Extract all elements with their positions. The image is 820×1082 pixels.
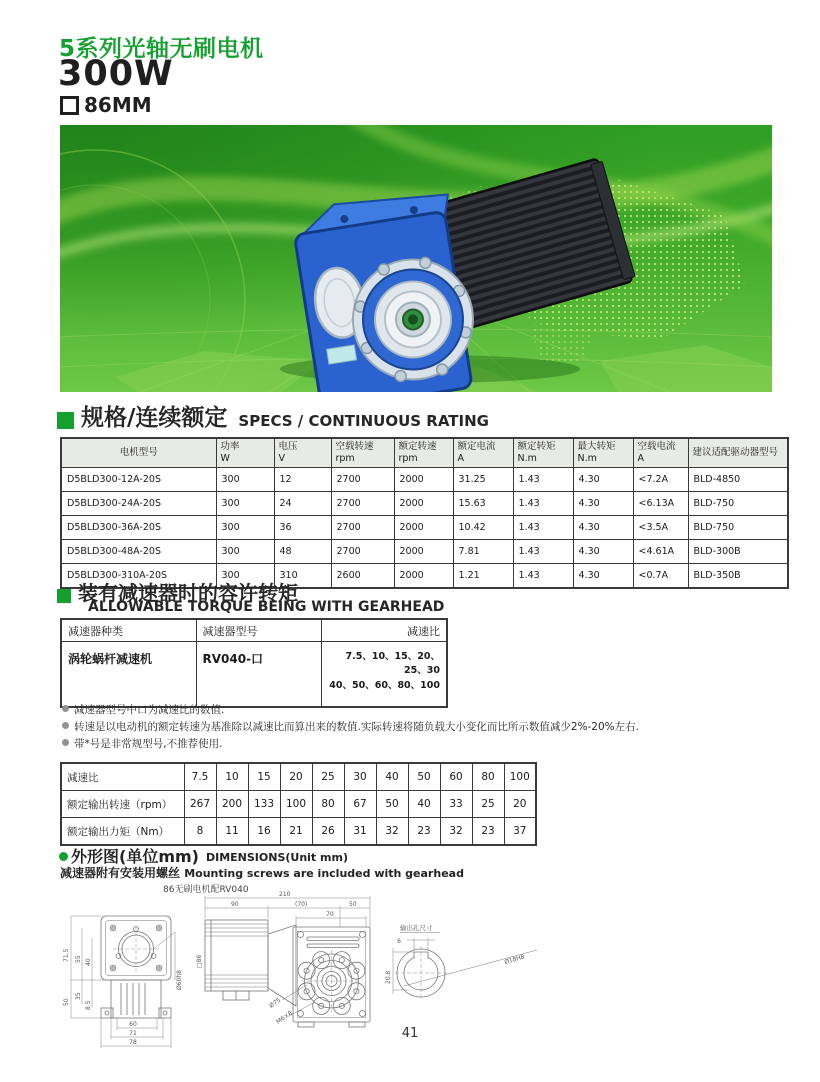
gearhead-header-cell: 减速比 <box>321 619 447 642</box>
ratio-table <box>60 762 537 846</box>
table-row <box>61 492 788 516</box>
spec-cell: 2000 <box>394 564 453 589</box>
green-bullet-icon <box>59 852 68 861</box>
spec-cell: 4.30 <box>573 540 633 564</box>
spec-cell: 4.30 <box>573 468 633 492</box>
section-gearhead-title-cn: 装有减速器时的容许转矩 <box>78 581 298 605</box>
spec-cell: 300 <box>216 516 274 540</box>
dim-label: 78 <box>129 1039 137 1046</box>
speed-cell: 50 <box>376 791 408 818</box>
footnote: 带*号是非常规型号,不推荐使用. <box>62 736 639 753</box>
dimensions-title-cn: 外形图(单位mm) <box>71 847 199 866</box>
footnote: 减速器型号中口为减速比的数值. <box>62 702 639 719</box>
spec-cell: <4.61A <box>633 540 688 564</box>
ratio-row-label: 减速比 <box>61 763 184 791</box>
section-specs-title-en: SPECS / CONTINUOUS RATING <box>238 412 489 430</box>
frame-size <box>60 93 152 117</box>
spec-cell: 1.43 <box>513 516 573 540</box>
torque-cell: 11 <box>216 818 248 846</box>
torque-cell: 23 <box>408 818 440 846</box>
spec-cell: 2600 <box>331 564 394 589</box>
spec-cell: D5BLD300-24A-20S <box>61 492 216 516</box>
footnote: 转速是以电动机的额定转速为基准除以减速比而算出来的数值.实际转速将随负载大小变化而比所示数值减少2%-20%左右. <box>62 719 639 736</box>
torque-cell: 26 <box>312 818 344 846</box>
speed-cell: 25 <box>472 791 504 818</box>
spec-cell: 300 <box>216 564 274 589</box>
ratio-cell: 60 <box>440 763 472 791</box>
spec-cell: D5BLD300-310A-20S <box>61 564 216 589</box>
spec-cell: BLD-350B <box>688 564 788 589</box>
dim-label: Ø60h8 <box>176 970 183 990</box>
ratios-line: 40、50、60、80、100 <box>329 679 440 691</box>
green-square-icon <box>57 412 74 429</box>
footnotes <box>62 702 639 753</box>
ratio-cell: 50 <box>408 763 440 791</box>
spec-cell: 2700 <box>331 516 394 540</box>
speed-cell: 100 <box>280 791 312 818</box>
spec-header-cell: 额定转速 rpm <box>394 438 453 468</box>
ratio-row-label: 额定输出转速（rpm） <box>61 791 184 818</box>
bullet-icon <box>62 705 69 712</box>
bullet-icon <box>62 722 69 729</box>
spec-cell: 300 <box>216 468 274 492</box>
dim-label: 70 <box>326 911 334 918</box>
bullet-icon <box>62 739 69 746</box>
gearhead-header-cell: 减速器种类 <box>61 619 196 642</box>
spec-cell: 24 <box>274 492 331 516</box>
spec-cell: 300 <box>216 540 274 564</box>
spec-cell: <7.2A <box>633 468 688 492</box>
dimension-drawing <box>55 878 575 1073</box>
spec-cell: 1.43 <box>513 540 573 564</box>
spec-cell: 15.63 <box>453 492 513 516</box>
dim-label: 90 <box>231 901 239 908</box>
spec-cell: BLD-4850 <box>688 468 788 492</box>
speed-cell: 67 <box>344 791 376 818</box>
spec-cell: D5BLD300-12A-20S <box>61 468 216 492</box>
spec-cell: 1.43 <box>513 492 573 516</box>
dim-label: M6×8 <box>275 1009 294 1026</box>
dim-label: Ø18H8 <box>503 953 526 966</box>
gearhead-header-row <box>61 619 447 642</box>
spec-cell: BLD-750 <box>688 492 788 516</box>
dim-label: 210 <box>279 891 291 898</box>
ratio-cell: 80 <box>472 763 504 791</box>
dim-label: 50 <box>63 998 70 1006</box>
ratio-cell: 7.5 <box>184 763 216 791</box>
table-row <box>61 540 788 564</box>
ratio-cell: 15 <box>248 763 280 791</box>
spec-cell: 2000 <box>394 468 453 492</box>
ratio-cell: 25 <box>312 763 344 791</box>
spec-header-row <box>61 438 788 468</box>
ratio-cell: 10 <box>216 763 248 791</box>
spec-cell: 2700 <box>331 540 394 564</box>
spec-header-cell: 建议适配驱动器型号 <box>688 438 788 468</box>
spec-cell: D5BLD300-48A-20S <box>61 540 216 564</box>
ratio-cell: 40 <box>376 763 408 791</box>
spec-header-cell: 功率 W <box>216 438 274 468</box>
speed-cell: 40 <box>408 791 440 818</box>
spec-cell: 1.43 <box>513 468 573 492</box>
spec-cell: 2000 <box>394 540 453 564</box>
speed-cell: 20 <box>504 791 536 818</box>
spec-cell: 4.30 <box>573 492 633 516</box>
spec-table <box>60 437 789 589</box>
ratio-cell: 30 <box>344 763 376 791</box>
spec-cell: 2000 <box>394 516 453 540</box>
spec-header-cell: 电压 V <box>274 438 331 468</box>
speed-cell: 267 <box>184 791 216 818</box>
square-frame-icon <box>60 96 79 115</box>
drawing-title: 86无刷电机配RV040 <box>163 885 249 895</box>
spec-header-cell: 最大转矩 N.m <box>573 438 633 468</box>
gearhead-ratios-cell <box>321 642 447 708</box>
spec-cell: 1.43 <box>513 564 573 589</box>
table-row <box>61 791 536 818</box>
dim-label: 55 <box>75 955 82 963</box>
spec-cell: 48 <box>274 540 331 564</box>
table-row <box>61 468 788 492</box>
table-row <box>61 516 788 540</box>
spec-cell: 2700 <box>331 468 394 492</box>
ratio-cell: 20 <box>280 763 312 791</box>
spec-cell: 300 <box>216 492 274 516</box>
dim-label: 71.5 <box>63 948 70 962</box>
spec-cell: BLD-750 <box>688 516 788 540</box>
section-gearhead-title-en: ALLOWABLE TORQUE BEING WITH GEARHEAD <box>88 599 445 615</box>
spec-header-cell: 空载转速 rpm <box>331 438 394 468</box>
torque-cell: 23 <box>472 818 504 846</box>
torque-cell: 8 <box>184 818 216 846</box>
dim-label: (70) <box>295 901 308 908</box>
torque-cell: 31 <box>344 818 376 846</box>
torque-cell: 37 <box>504 818 536 846</box>
mounting-note-en: Mounting screws are included with gearhead <box>184 867 464 880</box>
spec-cell: 10.42 <box>453 516 513 540</box>
spec-header-cell: 空载电流 A <box>633 438 688 468</box>
torque-cell: 32 <box>440 818 472 846</box>
dim-label: Ø75 <box>268 996 283 1010</box>
spec-cell: <3.5A <box>633 516 688 540</box>
spec-cell: 1.21 <box>453 564 513 589</box>
hero-image <box>60 125 772 392</box>
spec-header-cell: 额定电流 A <box>453 438 513 468</box>
section-specs-title-cn: 规格/连续额定 <box>81 405 228 431</box>
table-row <box>61 818 536 846</box>
section-specs-title <box>57 399 489 432</box>
spec-cell: 31.25 <box>453 468 513 492</box>
hero-illustration <box>60 125 772 392</box>
dim-label: 40 <box>85 958 92 966</box>
power-rating: 300W <box>58 54 174 94</box>
green-square-icon <box>57 589 71 603</box>
dimensions-title-en: DIMENSIONS(Unit mm) <box>205 850 348 864</box>
spec-cell: D5BLD300-36A-20S <box>61 516 216 540</box>
table-row <box>61 642 447 708</box>
view-bore <box>393 933 537 1001</box>
torque-cell: 32 <box>376 818 408 846</box>
spec-cell: 2000 <box>394 492 453 516</box>
spec-cell: 4.30 <box>573 516 633 540</box>
spec-cell: 36 <box>274 516 331 540</box>
page-number: 41 <box>401 1026 419 1041</box>
dim-label: 71 <box>129 1030 137 1037</box>
spec-cell: BLD-300B <box>688 540 788 564</box>
view-side <box>205 896 370 1027</box>
speed-cell: 80 <box>312 791 344 818</box>
ratios-line: 7.5、10、15、20、25、30 <box>345 651 440 677</box>
ratio-cell: 100 <box>504 763 536 791</box>
dim-label: □86 <box>196 954 203 968</box>
gearhead-table <box>60 618 448 708</box>
ratio-row-label: 额定输出力矩（Nm） <box>61 818 184 846</box>
dim-label: 20.8 <box>385 970 392 984</box>
torque-cell: 21 <box>280 818 312 846</box>
dim-label: 35 <box>75 992 82 1000</box>
speed-cell: 133 <box>248 791 280 818</box>
dim-label: 60 <box>129 1021 137 1028</box>
frame-size-label: 86MM <box>84 93 152 117</box>
spec-cell: <6.13A <box>633 492 688 516</box>
table-row <box>61 763 536 791</box>
spec-cell: 310 <box>274 564 331 589</box>
mounting-note-cn: 减速器附有安装用螺丝 <box>60 866 181 880</box>
spec-cell: 4.30 <box>573 564 633 589</box>
gearhead-header-cell: 减速器型号 <box>196 619 321 642</box>
speed-cell: 200 <box>216 791 248 818</box>
page-title: 5系列光轴无刷电机 <box>59 36 264 62</box>
dim-label: 8.5 <box>85 1000 92 1010</box>
spec-cell: 7.81 <box>453 540 513 564</box>
gearhead-type-cell: 涡轮蜗杆减速机 <box>61 642 196 708</box>
dim-label: 6 <box>397 938 401 945</box>
spec-header-cell: 额定转矩 N.m <box>513 438 573 468</box>
gearhead-model-cell: RV040-口 <box>196 642 321 708</box>
spec-cell: 12 <box>274 468 331 492</box>
detail-title: 输出孔尺寸 <box>400 924 433 932</box>
spec-header-cell: 电机型号 <box>61 438 216 468</box>
torque-cell: 16 <box>248 818 280 846</box>
dim-label: 50 <box>349 901 357 908</box>
spec-cell: 2700 <box>331 492 394 516</box>
spec-cell: <0.7A <box>633 564 688 589</box>
speed-cell: 33 <box>440 791 472 818</box>
